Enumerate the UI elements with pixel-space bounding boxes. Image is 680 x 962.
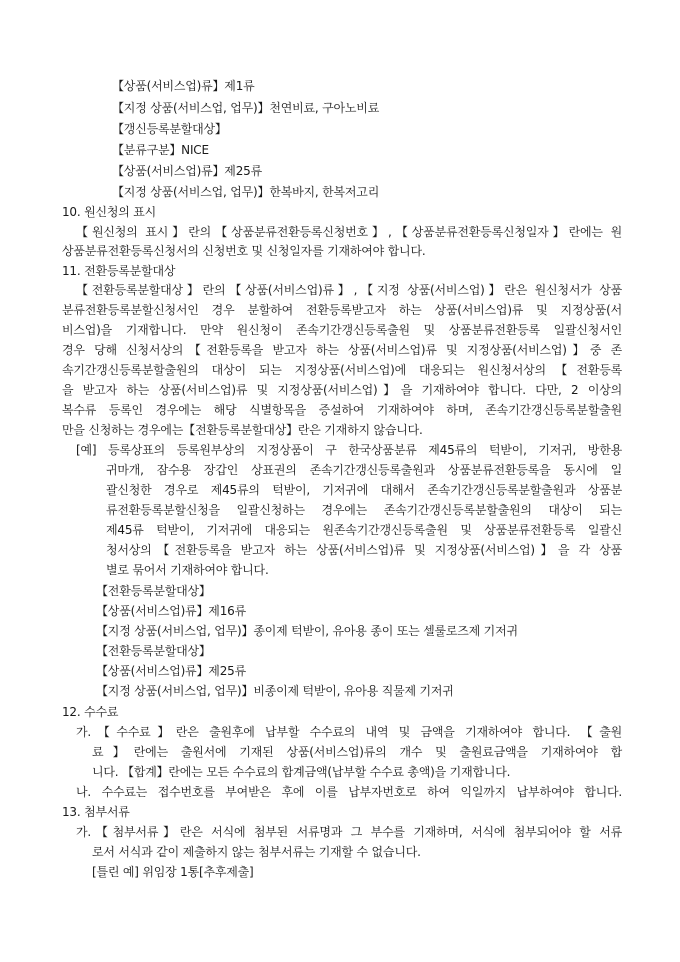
example-line: [예] 등록상표의 등록원부상의 지정상품이 구 한국상품분류 제45류의 턱받이, 기저귀, 방한용 [76, 443, 622, 457]
section-heading: 10. 원신청의 표시 [62, 205, 157, 219]
text-line: 분류전환등록분할신청서인 경우 분할하여 전환등록받고자 하는 상품(서비스업)류 및 지정상품(서 [62, 303, 622, 317]
text-line: 비스업)을 기재합니다. 만약 원신청이 존속기간갱신등록출원 및 상품분류전환등록 일괄신청서인 [62, 323, 622, 337]
text-line: 니다. 【합계】란에는 모든 수수료의 합계금액(납부할 수수료 총액)을 기재합니다. [92, 765, 511, 779]
text-line: 【지정 상품(서비스업, 업무)】천연비료, 구아노비료 [112, 101, 380, 115]
text-line: 경우 당해 신청서상의【전환등록을 받고자 하는 상품(서비스업)류 및 지정상품(서비스업)】중 존 [62, 343, 622, 357]
text-line: 【지정 상품(서비스업, 업무)】한복바지, 한복저고리 [112, 185, 380, 199]
text-line: 【지정 상품(서비스업, 업무)】비종이제 턱받이, 유아용 직물제 기저귀 [96, 684, 454, 698]
text-line: 만을 신청하는 경우에는【전환등록분할대상】란은 기재하지 않습니다. [62, 423, 423, 437]
section-heading: 12. 수수료 [62, 705, 119, 719]
text-line: 료】란에는 출원서에 기재된 상품(서비스업)류의 개수 및 출원료금액을 기재하여야 합 [92, 745, 622, 759]
text-line: 【전환등록분할대상】 [96, 644, 211, 658]
example-line: 괄신청한 경우로 제45류의 턱받이, 기저귀에 대해서 존속기간갱신등록분할출원과 상품분 [106, 483, 622, 497]
section-heading: 11. 전환등록분할대상 [62, 264, 176, 278]
text-line: 【상품(서비스업)류】제25류 [96, 664, 246, 678]
text-line: 【전환등록분할대상】 [96, 584, 211, 598]
text-line: 로서 서식과 같이 제출하지 않는 첨부서류는 기재할 수 없습니다. [92, 845, 421, 859]
text-line: 상품분류전환등록신청서의 신청번호 및 신청일자를 기재하여야 합니다. [62, 244, 426, 258]
text-line: 복수류 등록인 경우에는 해당 식별항목을 증설하여 기재하여야 하며, 존속기간갱신등록분할출원 [62, 403, 622, 417]
text-line: 【지정 상품(서비스업, 업무)】종이제 턱받이, 유아용 종이 또는 셀룰로즈제 기저귀 [96, 624, 518, 638]
text-line: 【분류구분】NICE [112, 143, 209, 157]
example-line: 귀마개, 잠수용 장갑인 상표권의 존속기간갱신등록출원과 상품분류전환등록을 동시에 일 [106, 463, 622, 477]
section-heading: 13. 첨부서류 [62, 805, 130, 819]
example-line: 제45류 턱받이, 기저귀에 대응되는 원존속기간갱신등록출원 및 상품분류전환등록 일괄신 [106, 523, 622, 537]
text-line: 【원신청의 표시】란의【상품분류전환등록신청번호】,【상품분류전환등록신청일자】란에는 원 [76, 225, 622, 239]
text-line: 【갱신등록분할대상】 [112, 122, 227, 136]
text-line: 【상품(서비스업)류】제16류 [96, 604, 246, 618]
example-line: 류전환등록분할신청을 일괄신청하는 경우에는 존속기간갱신등록분할출원의 대상이 되는 [106, 503, 622, 517]
example-line: 청서상의【전환등록을 받고자 하는 상품(서비스업)류 및 지정상품(서비스업)】을 각 상품 [106, 543, 622, 557]
text-line: [틀린 예] 위임장 1통[추후제출] [92, 865, 254, 879]
text-line: 나. 수수료는 접수번호를 부여받은 후에 이를 납부자번호로 하여 익일까지 납부하여야 합니다. [76, 785, 622, 799]
text-line: 【전환등록분할대상】란의【상품(서비스업)류】,【지정 상품(서비스업)】란은 원신청서가 상품 [76, 283, 622, 297]
text-line: 속기간갱신등록분할출원의 대상이 되는 지정상품(서비스업)에 대응되는 원신청서상의【전환등록 [62, 363, 622, 377]
text-line: 을 받고자 하는 상품(서비스업)류 및 지정상품(서비스업)】을 기재하여야 합니다. 다만, 2 이상의 [62, 383, 622, 397]
text-line: 【상품(서비스업)류】제25류 [112, 164, 262, 178]
text-line: 가.【수수료】란은 출원후에 납부할 수수료의 내역 및 금액을 기재하여야 합니다. 【출원 [76, 725, 622, 739]
text-line: 가.【첨부서류】란은 서식에 첨부된 서류명과 그 부수를 기재하며, 서식에 첨부되어야 할 서류 [76, 825, 622, 839]
text-line: 【상품(서비스업)류】제1류 [112, 79, 255, 93]
example-line: 별로 묶어서 기재하여야 합니다. [106, 563, 269, 577]
